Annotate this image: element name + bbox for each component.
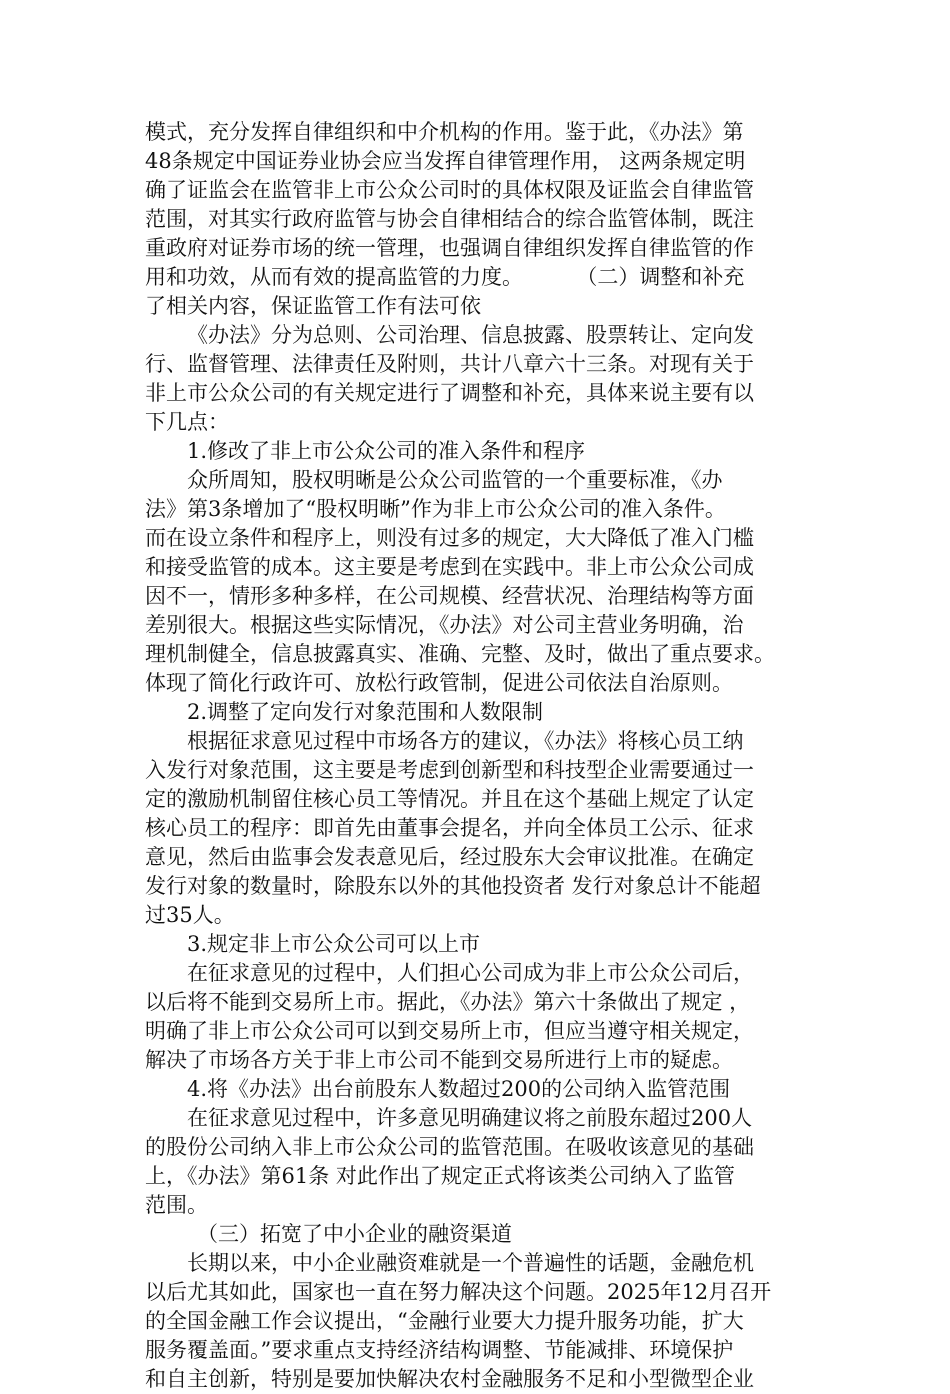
text-line: 48条规定中国证券业协会应当发挥自律管理作用， 这两条规定明 xyxy=(145,149,746,173)
text-line: 意见，然后由监事会发表意见后，经过股东大会审议批准。在确定 xyxy=(145,845,754,869)
text-line: 差别很大。根据这些实际情况，《办法》对公司主营业务明确，治 xyxy=(145,613,744,637)
text-line: 确了证监会在监管非上市公众公司时的具体权限及证监会自律监管 xyxy=(145,178,754,202)
text-line: 用和功效，从而有效的提高监管的力度。 （二）调整和补充 xyxy=(145,265,745,289)
text-line: 根据征求意见过程中市场各方的建议，《办法》将核心员工纳 xyxy=(187,729,744,753)
text-line: 4.将《办法》出台前股东人数超过200的公司纳入监管范围 xyxy=(187,1077,731,1101)
text-line: 定的激励机制留住核心员工等情况。并且在这个基础上规定了认定 xyxy=(145,787,754,811)
text-line: 在征求意见过程中，许多意见明确建议将之前股东超过200人 xyxy=(187,1106,753,1130)
text-line: 非上市公众公司的有关规定进行了调整和补充，具体来说主要有以 xyxy=(145,381,754,405)
text-line: 因不一，情形多种多样，在公司规模、经营状况、治理结构等方面 xyxy=(145,584,754,608)
text-line: 以后将不能到交易所上市。据此，《办法》第六十条做出了规定 ， xyxy=(145,990,751,1014)
text-line: 而在设立条件和程序上，则没有过多的规定，大大降低了准入门槛 xyxy=(145,526,754,550)
text-line: 3.规定非上市公众公司可以上市 xyxy=(187,932,481,956)
text-line: 明确了非上市公众公司可以到交易所上市，但应当遵守相关规定， xyxy=(145,1019,754,1043)
text-line: 长期以来，中小企业融资难就是一个普遍性的话题，金融危机 xyxy=(187,1251,754,1275)
text-line: 的全国金融工作会议提出，“金融行业要大力提升服务功能，扩大 xyxy=(145,1309,744,1333)
text-line: 的股份公司纳入非上市公众公司的监管范围。在吸收该意见的基础 xyxy=(145,1135,754,1159)
text-line: 行、监督管理、法律责任及附则，共计八章六十三条。对现有关于 xyxy=(145,352,754,376)
text-line: 和接受监管的成本。这主要是考虑到在实践中。非上市公众公司成 xyxy=(145,555,754,579)
text-line: 理机制健全，信息披露真实、准确、完整、及时，做出了重点要求。 xyxy=(145,642,775,666)
text-line: 体现了简化行政许可、放松行政管制，促进公司依法自治原则。 xyxy=(145,671,733,695)
text-line: 1.修改了非上市公众公司的准入条件和程序 xyxy=(187,439,586,463)
text-line: 在征求意见的过程中，人们担心公司成为非上市公众公司后， xyxy=(187,961,754,985)
text-line: 2.调整了定向发行对象范围和人数限制 xyxy=(187,700,544,724)
text-line: 法》第3条增加了“股权明晰”作为非上市公众公司的准入条件。 xyxy=(145,497,726,521)
text-line: 范围。 xyxy=(145,1193,208,1217)
text-line: 下几点： xyxy=(145,410,229,434)
text-line: 上，《办法》第61条 对此作出了规定正式将该类公司纳入了监管 xyxy=(145,1164,735,1188)
body-text xyxy=(145,118,815,1394)
text-line: 《办法》分为总则、公司治理、信息披露、股票转让、定向发 xyxy=(187,323,754,347)
text-line: 模式，充分发挥自律组织和中介机构的作用。鉴于此，《办法》第 xyxy=(145,120,744,144)
text-line: 重政府对证券市场的统一管理，也强调自律组织发挥自律监管的作 xyxy=(145,236,754,260)
text-line: 核心员工的程序：即首先由董事会提名，并向全体员工公示、征求 xyxy=(145,816,754,840)
text-line: 和自主创新，特别是要加快解决农村金融服务不足和小型微型企业 xyxy=(145,1367,754,1391)
text-line: 了相关内容，保证监管工作有法可依 xyxy=(145,294,481,318)
text-line: 入发行对象范围，这主要是考虑到创新型和科技型企业需要通过一 xyxy=(145,758,754,782)
text-line: 范围，对其实行政府监管与协会自律相结合的综合监管体制，既注 xyxy=(145,207,754,231)
text-line: （三）拓宽了中小企业的融资渠道 xyxy=(197,1222,512,1246)
text-line: 过35人。 xyxy=(145,903,235,927)
text-line: 以后尤其如此，国家也一直在努力解决这个问题。2025年12月召开 xyxy=(145,1280,772,1304)
text-line: 众所周知，股权明晰是公众公司监管的一个重要标准，《办 xyxy=(187,468,723,492)
text-line: 发行对象的数量时，除股东以外的其他投资者 发行对象总计不能超 xyxy=(145,874,761,898)
text-line: 服务覆盖面。”要求重点支持经济结构调整、节能减排、环境保护 xyxy=(145,1338,734,1362)
text-line: 解决了市场各方关于非上市公司不能到交易所进行上市的疑虑。 xyxy=(145,1048,733,1072)
